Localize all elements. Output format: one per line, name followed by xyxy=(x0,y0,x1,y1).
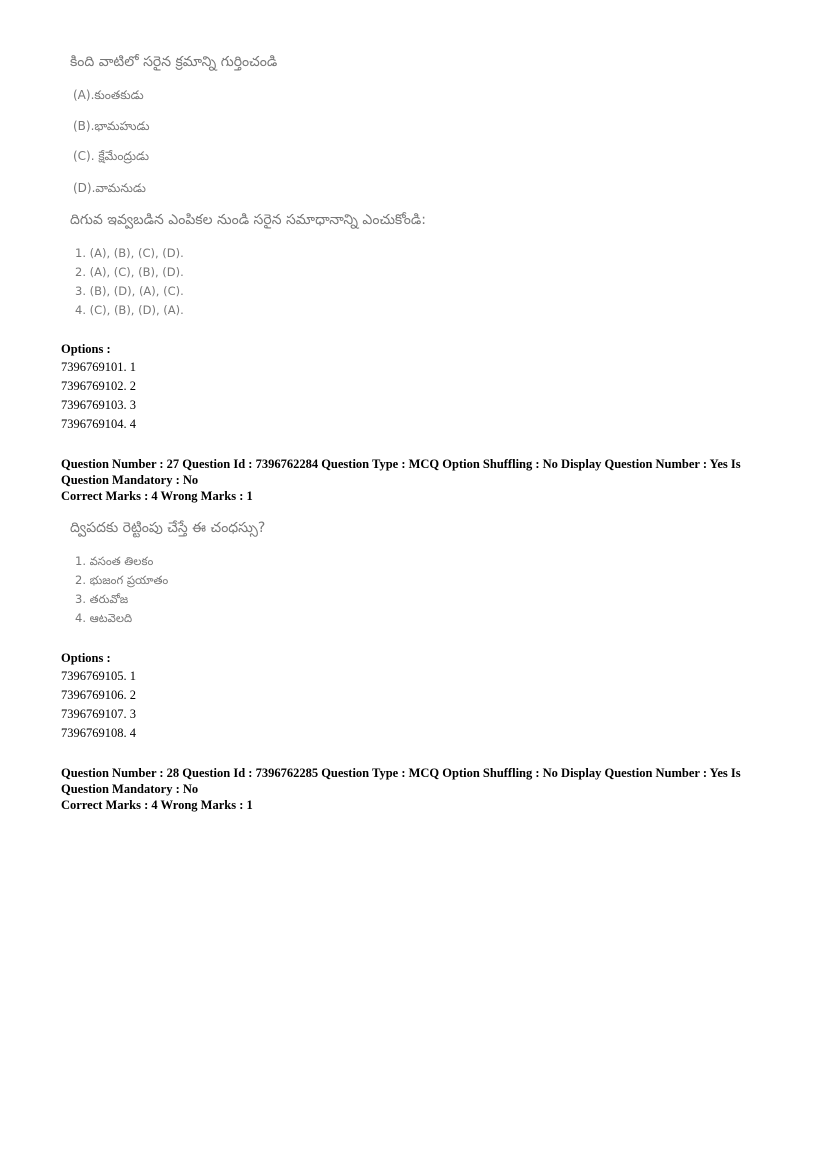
q28-meta-line3: Correct Marks : 4 Wrong Marks : 1 xyxy=(61,798,253,812)
q26-choice-2: 2. (A), (C), (B), (D). xyxy=(75,265,184,279)
q27-option-row: 7396769105. 1 xyxy=(61,669,136,683)
q26-option-row: 7396769102. 2 xyxy=(61,379,136,393)
option-value: 2 xyxy=(129,688,136,702)
q26-options-label: Options : xyxy=(61,342,111,356)
q26-option-row: 7396769101. 1 xyxy=(61,360,136,374)
q26-item-d: (D).వామనుడు xyxy=(73,181,146,195)
q27-choice-3: 3. తరువోజ xyxy=(75,592,129,606)
q27-options-label: Options : xyxy=(61,651,111,665)
option-value: 2 xyxy=(129,379,136,393)
q27-option-row: 7396769108. 4 xyxy=(61,726,136,740)
q26-prompt: కింది వాటిలో సరైన క్రమాన్ని గుర్తించండి xyxy=(70,54,278,70)
q27-prompt: ద్విపదకు రెట్టింపు చేస్తే ఈ చంధస్సు? xyxy=(70,520,266,536)
option-id: 7396769108 xyxy=(61,726,124,740)
option-id: 7396769104 xyxy=(61,417,124,431)
q26-instruction: దిగువ ఇవ్వబడిన ఎంపికల నుండి సరైన సమాధానాన్ని ఎంచుకోండి: xyxy=(70,212,426,228)
q26-choice-1: 1. (A), (B), (C), (D). xyxy=(75,246,184,260)
q26-option-row: 7396769104. 4 xyxy=(61,417,136,431)
q27-meta-line3: Correct Marks : 4 Wrong Marks : 1 xyxy=(61,489,253,503)
q27-choice-2: 2. భుజంగ ప్రయాతం xyxy=(75,573,169,587)
q27-choice-1: 1. వసంత తిలకం xyxy=(75,554,154,568)
q26-option-row: 7396769103. 3 xyxy=(61,398,136,412)
q27-option-row: 7396769107. 3 xyxy=(61,707,136,721)
option-value: 3 xyxy=(129,707,136,721)
q27-meta-line1: Question Number : 27 Question Id : 7396762284 Question Type : MCQ Option Shuffling : No Display Question Number : Yes Is xyxy=(61,457,741,471)
q27-choice-4: 4. ఆటవెలది xyxy=(75,611,133,625)
option-value: 1 xyxy=(129,669,136,683)
option-id: 7396769102 xyxy=(61,379,124,393)
option-value: 3 xyxy=(129,398,136,412)
q28-meta-line2: Question Mandatory : No xyxy=(61,782,199,796)
option-id: 7396769101 xyxy=(61,360,124,374)
option-value: 4 xyxy=(129,417,136,431)
option-id: 7396769103 xyxy=(61,398,124,412)
q26-item-b: (B).భామహుడు xyxy=(73,119,150,133)
q26-item-a: (A).కుంతకుడు xyxy=(73,88,144,102)
option-id: 7396769107 xyxy=(61,707,124,721)
q26-item-c: (C). క్షేమేంద్రుడు xyxy=(73,149,150,163)
q26-choice-3: 3. (B), (D), (A), (C). xyxy=(75,284,184,298)
q27-option-row: 7396769106. 2 xyxy=(61,688,136,702)
q27-meta-line2: Question Mandatory : No xyxy=(61,473,199,487)
option-value: 4 xyxy=(129,726,136,740)
option-id: 7396769106 xyxy=(61,688,124,702)
q28-meta-line1: Question Number : 28 Question Id : 7396762285 Question Type : MCQ Option Shuffling : No Display Question Number : Yes Is xyxy=(61,766,741,780)
option-value: 1 xyxy=(129,360,136,374)
option-id: 7396769105 xyxy=(61,669,124,683)
q26-choice-4: 4. (C), (B), (D), (A). xyxy=(75,303,184,317)
